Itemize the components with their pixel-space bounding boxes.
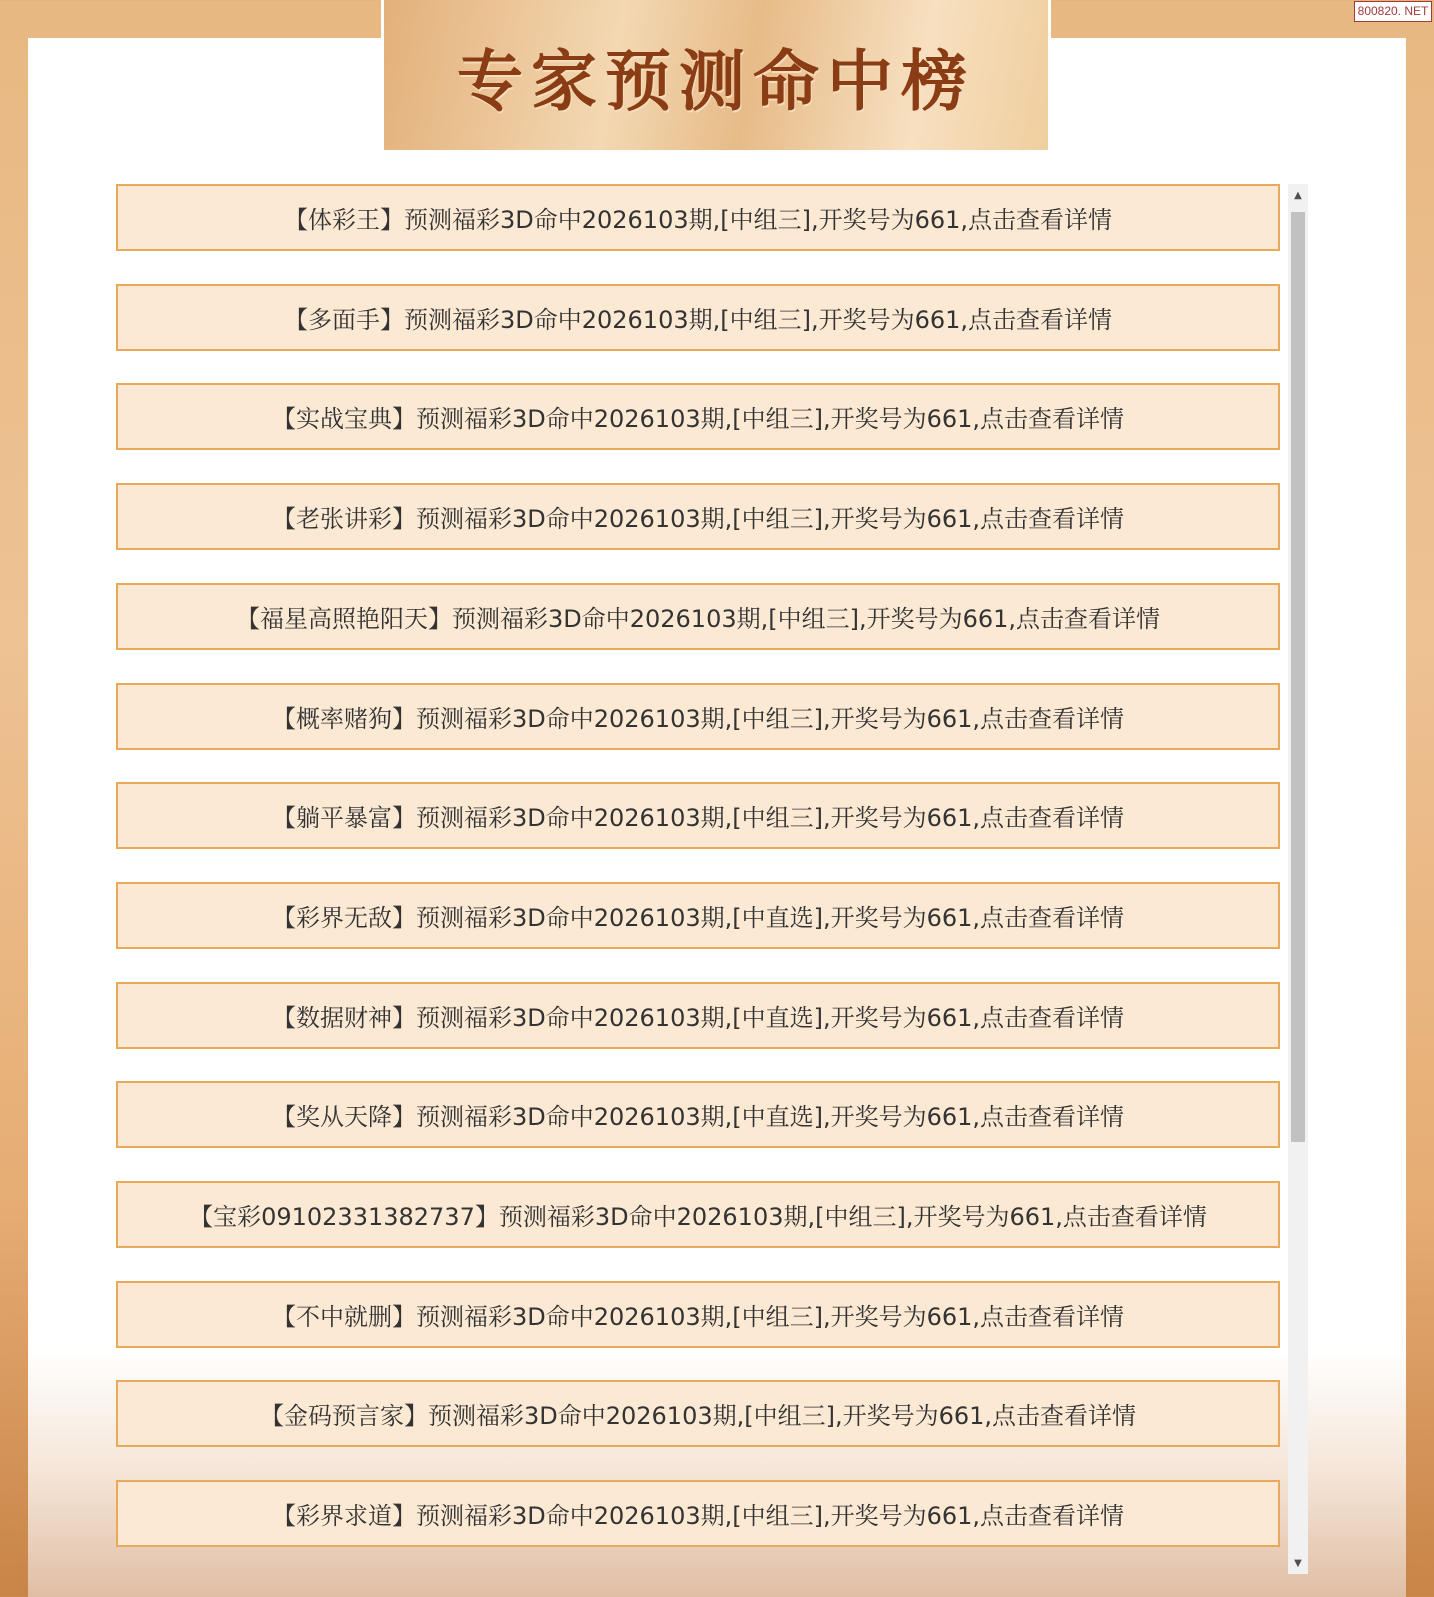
list-item[interactable] bbox=[116, 284, 1280, 351]
list-item[interactable] bbox=[116, 583, 1280, 650]
list-item[interactable] bbox=[116, 683, 1280, 750]
list-item-link-text: 【彩界无敌】预测福彩3D命中2026103期,[中直选],开奖号为661,点击查看详情 bbox=[271, 904, 1125, 932]
list-item-link-text: 【福星高照艳阳天】预测福彩3D命中2026103期,[中组三],开奖号为661,点击查看详情 bbox=[235, 605, 1161, 633]
scroll-up-icon[interactable]: ▲ bbox=[1294, 189, 1302, 201]
scroll-down-icon[interactable]: ▼ bbox=[1294, 1557, 1302, 1569]
list-item[interactable] bbox=[116, 1081, 1280, 1148]
list-item-link-text: 【多面手】预测福彩3D命中2026103期,[中组三],开奖号为661,点击查看详情 bbox=[283, 306, 1113, 334]
list-item[interactable] bbox=[116, 782, 1280, 849]
list-item[interactable] bbox=[116, 1281, 1280, 1348]
scroll-thumb[interactable] bbox=[1291, 212, 1305, 1142]
list-item-link-text: 【彩界求道】预测福彩3D命中2026103期,[中组三],开奖号为661,点击查看详情 bbox=[271, 1502, 1125, 1530]
list-item-link-text: 【老张讲彩】预测福彩3D命中2026103期,[中组三],开奖号为661,点击查看详情 bbox=[271, 505, 1125, 533]
list-item[interactable] bbox=[116, 483, 1280, 550]
title-banner bbox=[384, 0, 1048, 150]
list-item-link-text: 【不中就删】预测福彩3D命中2026103期,[中组三],开奖号为661,点击查看详情 bbox=[271, 1303, 1125, 1331]
vertical-scrollbar[interactable] bbox=[1288, 184, 1308, 1574]
list-item-link-text: 【躺平暴富】预测福彩3D命中2026103期,[中组三],开奖号为661,点击查看详情 bbox=[271, 804, 1125, 832]
list-item[interactable] bbox=[116, 383, 1280, 450]
list-item[interactable] bbox=[116, 1480, 1280, 1547]
prediction-list-panel[interactable] bbox=[116, 184, 1308, 1574]
list-item-link-text: 【概率赌狗】预测福彩3D命中2026103期,[中组三],开奖号为661,点击查看详情 bbox=[271, 705, 1125, 733]
list-item-link-text: 【金码预言家】预测福彩3D命中2026103期,[中组三],开奖号为661,点击查看详情 bbox=[259, 1402, 1137, 1430]
list-item[interactable] bbox=[116, 1181, 1280, 1248]
list-item[interactable] bbox=[116, 1380, 1280, 1447]
page-title: 专家预测命中榜 bbox=[457, 42, 975, 120]
list-item-link-text: 【宝彩09102331382737】预测福彩3D命中2026103期,[中组三],开奖号为661,点击查看详情 bbox=[189, 1203, 1207, 1231]
list-item-link-text: 【数据财神】预测福彩3D命中2026103期,[中直选],开奖号为661,点击查看详情 bbox=[271, 1004, 1125, 1032]
list-item-link-text: 【奖从天降】预测福彩3D命中2026103期,[中直选],开奖号为661,点击查看详情 bbox=[271, 1103, 1125, 1131]
list-item-link-text: 【体彩王】预测福彩3D命中2026103期,[中组三],开奖号为661,点击查看详情 bbox=[283, 206, 1113, 234]
list-item[interactable] bbox=[116, 184, 1280, 251]
list-item[interactable] bbox=[116, 882, 1280, 949]
list-item[interactable] bbox=[116, 982, 1280, 1049]
list-item-link-text: 【实战宝典】预测福彩3D命中2026103期,[中组三],开奖号为661,点击查看详情 bbox=[271, 405, 1125, 433]
watermark-label: 800820. NET bbox=[1354, 1, 1432, 22]
